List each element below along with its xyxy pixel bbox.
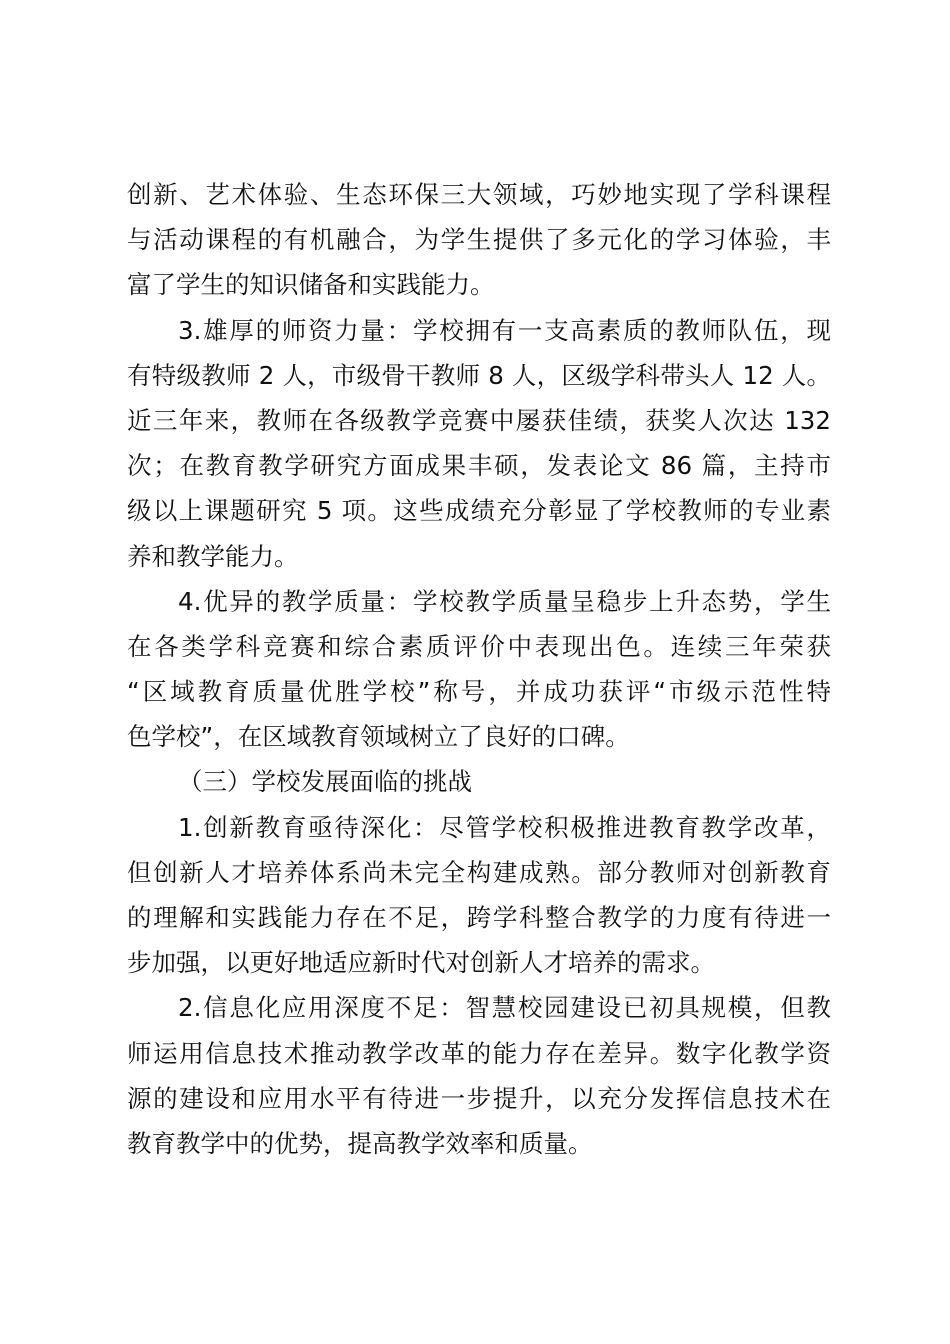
text-line: 有特级教师 2 人，市级骨干教师 8 人，区级学科带头人 12 人。 xyxy=(127,360,831,390)
document-body xyxy=(127,172,831,1166)
text-line: 次；在教育教学研究方面成果丰硕，发表论文 86 篇，主持市 xyxy=(127,451,831,481)
text-line: 源的建设和应用水平有待进一步提升，以充分发挥信息技术在 xyxy=(127,1083,831,1113)
text-line: 但创新人才培养体系尚未完全构建成熟。部分教师对创新教育 xyxy=(127,857,831,887)
paragraph-curriculum-continuation xyxy=(127,172,831,308)
text-line: 3.雄厚的师资力量：学校拥有一支高素质的教师队伍，现 xyxy=(178,315,831,345)
text-line: 近三年来，教师在各级教学竞赛中屡获佳绩，获奖人次达 132 xyxy=(127,405,831,435)
text-line: 级以上课题研究 5 项。这些成绩充分彰显了学校教师的专业素 xyxy=(127,496,831,526)
text-line: 2.信息化应用深度不足：智慧校园建设已初具规模，但教 xyxy=(178,993,831,1023)
text-line: 1.创新教育亟待深化：尽管学校积极推进教育教学改革， xyxy=(178,812,831,842)
paragraph-informatization xyxy=(127,985,831,1166)
text-line: 富了学生的知识储备和实践能力。 xyxy=(127,270,495,300)
paragraph-teaching-staff xyxy=(127,308,831,579)
text-line: 养和教学能力。 xyxy=(127,541,299,571)
section-heading-challenges xyxy=(127,759,831,804)
text-line: 创新、艺术体验、生态环保三大领域，巧妙地实现了学科课程 xyxy=(127,180,831,209)
text-line: 师运用信息技术推动教学改革的能力存在差异。数字化教学资 xyxy=(127,1038,831,1068)
text-line: 色学校”，在区域教育领域树立了良好的口碑。 xyxy=(127,722,630,752)
text-line: 与活动课程的有机融合，为学生提供了多元化的学习体验，丰 xyxy=(127,225,831,255)
paragraph-teaching-quality xyxy=(127,579,831,760)
text-line: 步加强，以更好地适应新时代对创新人才培养的需求。 xyxy=(127,948,715,978)
text-line: 在各类学科竞赛和综合素质评价中表现出色。连续三年荣获 xyxy=(127,631,831,661)
text-line: 的理解和实践能力存在不足，跨学科整合教学的力度有待进一 xyxy=(127,903,831,932)
text-line: 4.优异的教学质量：学校教学质量呈稳步上升态势，学生 xyxy=(178,586,831,616)
paragraph-innovation-education xyxy=(127,805,831,986)
section-heading: （三）学校发展面临的挑战 xyxy=(178,767,472,797)
text-line: 教育教学中的优势，提高教学效率和质量。 xyxy=(127,1128,593,1158)
text-line: “区域教育质量优胜学校”称号，并成功获评“市级示范性特 xyxy=(127,677,831,707)
